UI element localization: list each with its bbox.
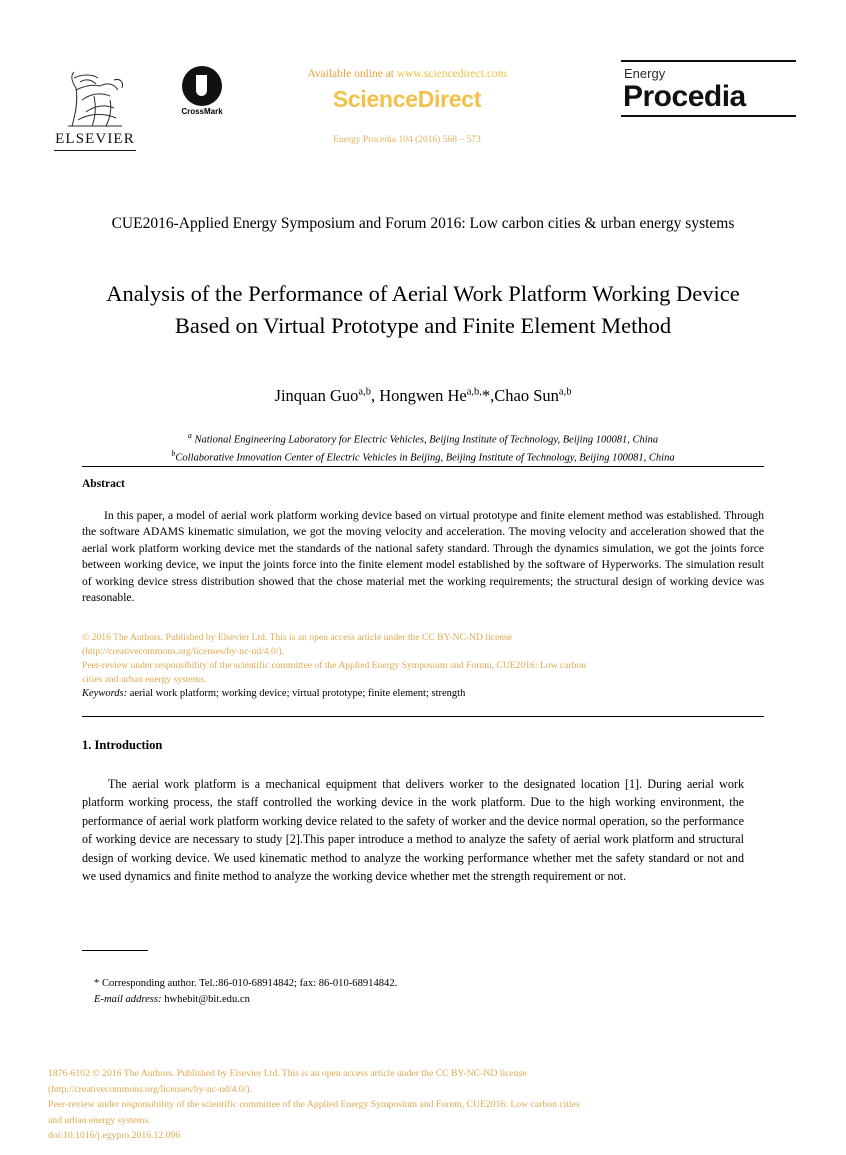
- bottom-license-line-2: [48, 1082, 748, 1098]
- copyright-line-3: Peer-review under responsibility of the scientific committee of the Applied Energy Symposium and Forum, CUE2016: Low carbon: [82, 659, 586, 671]
- copyright-line-4: cities and urban energy systems.: [82, 673, 207, 685]
- bottom-cc-license-link[interactable]: http://creativecommons.org/licenses/by-nc-nd/4.0/: [51, 1083, 247, 1095]
- elsevier-divider: [54, 150, 136, 151]
- crossmark-badge[interactable]: [170, 66, 234, 116]
- copyright-paren-open: (: [82, 645, 86, 657]
- affiliation-a: [88, 430, 758, 448]
- crossmark-label: CrossMark: [181, 107, 223, 116]
- bottom-license-block: [48, 1066, 748, 1144]
- author-sep-1: ,: [370, 386, 380, 405]
- bottom-paren-close: ).: [246, 1083, 253, 1095]
- procedia-energy-word: Energy: [624, 66, 666, 81]
- email-value[interactable]: hwhebit@bit.edu.cn: [161, 994, 250, 1006]
- abstract-body: In this paper, a model of aerial work platform working device based on virtual prototype and finite element method was established. Through the software ADAMS kinematic simulation, we got the moving velocity and acceleration. The moving velocity and acceleration showed that the aerial work platform working device met the standards of the national safety standard. Through the dynamics simulation, we got the joints force between working device, we input the joints force into the finite element model established by the software of Hyperworks. The simulation result of working device stress distribution showed that the chose material met the working requirements; the structural design of working device was reasonable.: [82, 509, 764, 605]
- sciencedirect-logo: ScienceDirect: [332, 86, 482, 112]
- affiliation-list: [88, 430, 758, 467]
- cc-license-link[interactable]: http://creativecommons.org/licenses/by-nc-nd/4.0/: [85, 645, 279, 657]
- affiliation-a-marker: a: [187, 431, 192, 440]
- section-heading-introduction: 1. Introduction: [82, 738, 163, 752]
- procedia-bottom-rule: [621, 115, 796, 117]
- corresponding-author-note: * Corresponding author. Tel.:86-010-68914842; fax: 86-010-68914842.: [94, 978, 398, 989]
- footnote-divider: [82, 950, 148, 951]
- crossmark-icon: [182, 66, 222, 106]
- keywords-value: aerial work platform; working device; virtual prototype; finite element; strength: [127, 688, 466, 699]
- affiliation-b: [88, 448, 758, 466]
- copyright-line-2: [82, 645, 764, 659]
- section-body-introduction: The aerial work platform is a mechanical equipment that delivers worker to the designated location [1]. During aerial work platform working process, the staff controlled the working device in the work platform. Due to the high working environment, the performance of aerial work platform working device related to the safety of worker and the device normal operation, so the performance of working device are necessary to study [2].This paper introduce a method to analyze the safety of aerial work platform and structural design of working device. We used kinematic method to analyze the working performance whether met the safety standard or not and we used dynamics and finite method to analyze the working device whether met the strength requirement or not.: [82, 777, 744, 883]
- doi-line[interactable]: doi:10.1016/j.egypro.2016.12.096: [48, 1130, 181, 1142]
- author-1: Jinquan Guo: [274, 386, 359, 405]
- copyright-line-1: © 2016 The Authors. Published by Elsevier Ltd. This is an open access article under the CC BY-NC-ND license: [82, 632, 513, 643]
- available-online-line: [242, 68, 572, 80]
- copyright-notice: [82, 631, 764, 687]
- elsevier-logo: [50, 60, 140, 151]
- elsevier-wordmark: ELSEVIER: [55, 131, 135, 147]
- author-2: Hongwen He: [379, 386, 467, 405]
- keywords-line: [82, 688, 764, 699]
- footnote-block: [94, 976, 694, 1009]
- copyright-paren-close: ).: [278, 645, 285, 657]
- author-list: [78, 386, 768, 406]
- author-3: Chao Sun: [494, 386, 559, 405]
- affiliation-divider: [82, 466, 764, 467]
- author-2-affil: a,b,: [466, 386, 482, 398]
- sciencedirect-block: [242, 68, 572, 145]
- affiliation-b-marker: b: [171, 449, 176, 459]
- author-3-affil: a,b: [558, 386, 572, 398]
- keywords-label: Keywords:: [82, 688, 128, 699]
- available-online-prefix: Available online at: [307, 68, 397, 80]
- bottom-paren-open: (: [48, 1083, 52, 1095]
- affiliation-b-text: Collaborative Innovation Center of Electric Vehicles in Beijing, Beijing Institute of Technology, Beijing 100081, China: [175, 452, 675, 464]
- journal-masthead: [50, 52, 796, 172]
- energy-procedia-logo: [621, 60, 796, 117]
- page-title: Analysis of the Performance of Aerial Work Platform Working Device Based on Virtual Prototype and Finite Element Method: [106, 281, 740, 338]
- sciencedirect-url[interactable]: www.sciencedirect.com: [396, 68, 507, 80]
- email-label: E-mail address:: [94, 994, 162, 1006]
- procedia-word: Procedia: [623, 80, 746, 113]
- bottom-license-line-4: and urban energy systems.: [48, 1114, 151, 1126]
- bottom-license-line-3: Peer-review under responsibility of the scientific committee of the Applied Energy Symposium and Forum, CUE2016: Low carbon cities: [48, 1099, 580, 1111]
- author-1-affil: a,b: [358, 386, 371, 398]
- conference-line: CUE2016-Applied Energy Symposium and Forum 2016: Low carbon cities & urban energy systems: [111, 215, 735, 232]
- affiliation-a-text: National Engineering Laboratory for Electric Vehicles, Beijing Institute of Technology, Beijing 100081, China: [191, 434, 659, 446]
- corresponding-star: *: [481, 386, 491, 405]
- abstract-heading: Abstract: [82, 478, 125, 490]
- abstract-divider: [82, 716, 764, 717]
- journal-citation: Energy Procedia 104 (2016) 568 – 573: [333, 135, 481, 145]
- elsevier-tree-icon: [62, 60, 128, 130]
- bottom-license-line-1: 1876-6102 © 2016 The Authors. Published by Elsevier Ltd. This is an open access article under the CC BY-NC-ND license: [48, 1068, 527, 1079]
- email-note: [94, 992, 694, 1008]
- author-sep-2: ,: [490, 386, 495, 405]
